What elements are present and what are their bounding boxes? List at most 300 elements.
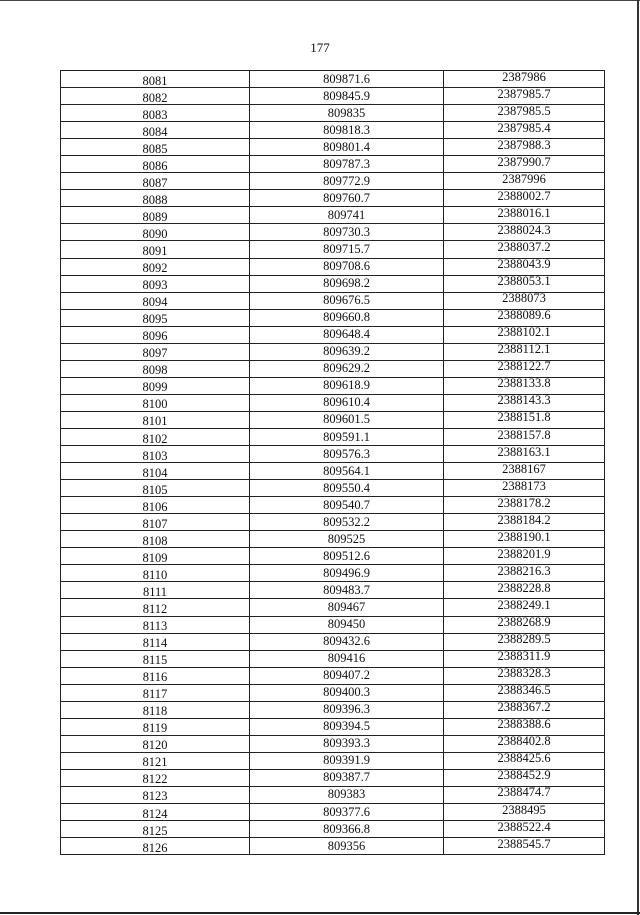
point-id-cell bbox=[61, 394, 250, 411]
point-id-text: 8108 bbox=[142, 533, 168, 548]
y-coordinate-cell bbox=[444, 190, 605, 207]
point-id-cell bbox=[61, 122, 250, 139]
y-coordinate-cell bbox=[444, 735, 605, 752]
y-coordinate-text: 2388216.3 bbox=[497, 564, 551, 578]
y-coordinate-text: 2387985.7 bbox=[497, 87, 551, 101]
x-coordinate-cell bbox=[250, 207, 444, 224]
y-coordinate-cell bbox=[444, 633, 605, 650]
x-coordinate-cell bbox=[250, 804, 444, 821]
y-coordinate-cell bbox=[444, 71, 605, 88]
x-coordinate-text: 809483.7 bbox=[323, 582, 370, 597]
point-id-cell bbox=[61, 718, 250, 735]
table-row bbox=[61, 684, 605, 701]
point-id-cell bbox=[61, 769, 250, 786]
x-coordinate-text: 809845.9 bbox=[323, 88, 370, 103]
point-id-text: 8096 bbox=[142, 329, 168, 344]
table-row bbox=[61, 633, 605, 650]
point-id-text: 8123 bbox=[142, 789, 168, 804]
x-coordinate-cell bbox=[250, 480, 444, 497]
y-coordinate-cell bbox=[444, 360, 605, 377]
x-coordinate-cell bbox=[250, 173, 444, 190]
y-coordinate-cell bbox=[444, 292, 605, 309]
point-id-text: 8086 bbox=[142, 158, 168, 173]
x-coordinate-cell bbox=[250, 497, 444, 514]
point-id-cell bbox=[61, 667, 250, 684]
y-coordinate-cell bbox=[444, 684, 605, 701]
x-coordinate-cell bbox=[250, 735, 444, 752]
y-coordinate-cell bbox=[444, 258, 605, 275]
y-coordinate-cell bbox=[444, 804, 605, 821]
y-coordinate-text: 2388367.2 bbox=[497, 701, 551, 715]
x-coordinate-cell bbox=[250, 786, 444, 803]
point-id-cell bbox=[61, 411, 250, 428]
point-id-text: 8085 bbox=[142, 141, 168, 156]
x-coordinate-cell bbox=[250, 633, 444, 650]
point-id-cell bbox=[61, 190, 250, 207]
x-coordinate-text: 809391.9 bbox=[323, 753, 370, 768]
table-row bbox=[61, 480, 605, 497]
y-coordinate-cell bbox=[444, 463, 605, 480]
point-id-text: 8082 bbox=[142, 90, 168, 105]
x-coordinate-cell bbox=[250, 463, 444, 480]
point-id-cell bbox=[61, 156, 250, 173]
y-coordinate-cell bbox=[444, 428, 605, 445]
y-coordinate-text: 2387990.7 bbox=[497, 155, 551, 169]
y-coordinate-cell bbox=[444, 599, 605, 616]
point-id-text: 8119 bbox=[142, 721, 168, 736]
x-coordinate-cell bbox=[250, 241, 444, 258]
table-row bbox=[61, 173, 605, 190]
point-id-cell bbox=[61, 650, 250, 667]
y-coordinate-text: 2388157.8 bbox=[497, 428, 551, 442]
y-coordinate-cell bbox=[444, 224, 605, 241]
y-coordinate-cell bbox=[444, 582, 605, 599]
y-coordinate-cell bbox=[444, 565, 605, 582]
point-id-cell bbox=[61, 786, 250, 803]
x-coordinate-text: 809467 bbox=[327, 599, 366, 614]
y-coordinate-text: 2388002.7 bbox=[497, 189, 551, 203]
y-coordinate-text: 2388474.7 bbox=[497, 786, 551, 800]
y-coordinate-text: 2388311.9 bbox=[497, 650, 551, 664]
point-id-text: 8118 bbox=[142, 704, 168, 719]
point-id-text: 8110 bbox=[142, 567, 168, 582]
table-row bbox=[61, 497, 605, 514]
point-id-text: 8097 bbox=[142, 346, 168, 361]
y-coordinate-cell bbox=[444, 394, 605, 411]
y-coordinate-cell bbox=[444, 514, 605, 531]
x-coordinate-text: 809540.7 bbox=[323, 497, 370, 512]
y-coordinate-text: 2388328.3 bbox=[497, 667, 551, 681]
x-coordinate-text: 809450 bbox=[327, 617, 366, 632]
table-row bbox=[61, 769, 605, 786]
x-coordinate-text: 809741 bbox=[327, 207, 366, 222]
table-row bbox=[61, 292, 605, 309]
point-id-text: 8117 bbox=[142, 687, 168, 702]
table-row bbox=[61, 411, 605, 428]
y-coordinate-cell bbox=[444, 88, 605, 105]
point-id-cell bbox=[61, 804, 250, 821]
point-id-text: 8095 bbox=[142, 312, 168, 327]
x-coordinate-cell bbox=[250, 599, 444, 616]
x-coordinate-text: 809576.3 bbox=[323, 446, 370, 461]
y-coordinate-cell bbox=[444, 838, 605, 855]
point-id-cell bbox=[61, 360, 250, 377]
x-coordinate-cell bbox=[250, 531, 444, 548]
table-row bbox=[61, 650, 605, 667]
x-coordinate-cell bbox=[250, 752, 444, 769]
table-row bbox=[61, 718, 605, 735]
table-row bbox=[61, 599, 605, 616]
y-coordinate-cell bbox=[444, 446, 605, 463]
point-id-text: 8084 bbox=[142, 124, 168, 139]
point-id-text: 8121 bbox=[142, 755, 168, 770]
x-coordinate-cell bbox=[250, 548, 444, 565]
x-coordinate-text: 809532.2 bbox=[323, 514, 370, 529]
point-id-text: 8109 bbox=[142, 550, 168, 565]
x-coordinate-cell bbox=[250, 343, 444, 360]
y-coordinate-cell bbox=[444, 701, 605, 718]
point-id-text: 8105 bbox=[142, 482, 168, 497]
point-id-text: 8116 bbox=[142, 670, 168, 685]
x-coordinate-text: 809377.6 bbox=[323, 804, 370, 819]
table-row bbox=[61, 224, 605, 241]
x-coordinate-cell bbox=[250, 139, 444, 156]
y-coordinate-cell bbox=[444, 650, 605, 667]
point-id-text: 8122 bbox=[142, 772, 168, 787]
point-id-cell bbox=[61, 275, 250, 292]
page-edge-bottom bbox=[0, 912, 640, 914]
table-row bbox=[61, 105, 605, 122]
table-row bbox=[61, 428, 605, 445]
x-coordinate-cell bbox=[250, 838, 444, 855]
point-id-cell bbox=[61, 821, 250, 838]
y-coordinate-cell bbox=[444, 752, 605, 769]
y-coordinate-cell bbox=[444, 548, 605, 565]
table-row bbox=[61, 190, 605, 207]
point-id-cell bbox=[61, 428, 250, 445]
x-coordinate-cell bbox=[250, 275, 444, 292]
x-coordinate-text: 809512.6 bbox=[323, 548, 370, 563]
y-coordinate-text: 2388089.6 bbox=[497, 309, 551, 323]
point-id-cell bbox=[61, 463, 250, 480]
point-id-text: 8111 bbox=[142, 584, 168, 599]
x-coordinate-cell bbox=[250, 292, 444, 309]
x-coordinate-text: 809387.7 bbox=[323, 770, 370, 785]
point-id-cell bbox=[61, 258, 250, 275]
table-row bbox=[61, 139, 605, 156]
x-coordinate-cell bbox=[250, 701, 444, 718]
y-coordinate-cell bbox=[444, 377, 605, 394]
y-coordinate-cell bbox=[444, 769, 605, 786]
table-row bbox=[61, 735, 605, 752]
table-row bbox=[61, 514, 605, 531]
y-coordinate-text: 2388388.6 bbox=[497, 718, 551, 732]
table-row bbox=[61, 786, 605, 803]
table-row bbox=[61, 71, 605, 88]
x-coordinate-text: 809591.1 bbox=[323, 429, 370, 444]
table-row bbox=[61, 343, 605, 360]
point-id-cell bbox=[61, 701, 250, 718]
point-id-text: 8092 bbox=[142, 261, 168, 276]
x-coordinate-text: 809564.1 bbox=[323, 463, 370, 478]
y-coordinate-text: 2388043.9 bbox=[497, 258, 551, 272]
y-coordinate-text: 2388249.1 bbox=[497, 598, 551, 612]
x-coordinate-cell bbox=[250, 326, 444, 343]
y-coordinate-cell bbox=[444, 786, 605, 803]
y-coordinate-text: 2388167 bbox=[502, 462, 546, 476]
point-id-cell bbox=[61, 616, 250, 633]
y-coordinate-text: 2388173 bbox=[502, 479, 546, 493]
x-coordinate-cell bbox=[250, 684, 444, 701]
point-id-text: 8106 bbox=[142, 499, 168, 514]
y-coordinate-text: 2388143.3 bbox=[497, 394, 551, 408]
point-id-text: 8083 bbox=[142, 107, 168, 122]
table-row bbox=[61, 326, 605, 343]
x-coordinate-text: 809818.3 bbox=[323, 122, 370, 137]
y-coordinate-cell bbox=[444, 411, 605, 428]
x-coordinate-text: 809639.2 bbox=[323, 344, 370, 359]
x-coordinate-cell bbox=[250, 718, 444, 735]
x-coordinate-text: 809708.6 bbox=[323, 259, 370, 274]
table-row bbox=[61, 701, 605, 718]
point-id-text: 8112 bbox=[142, 601, 168, 616]
x-coordinate-text: 809394.5 bbox=[323, 719, 370, 734]
y-coordinate-text: 2388228.8 bbox=[497, 581, 551, 595]
x-coordinate-cell bbox=[250, 71, 444, 88]
x-coordinate-cell bbox=[250, 411, 444, 428]
y-coordinate-text: 2388016.1 bbox=[497, 206, 551, 220]
point-id-cell bbox=[61, 480, 250, 497]
table-row bbox=[61, 582, 605, 599]
point-id-text: 8126 bbox=[142, 840, 168, 855]
x-coordinate-text: 809835 bbox=[327, 105, 366, 120]
table-row bbox=[61, 531, 605, 548]
y-coordinate-text: 2388102.1 bbox=[497, 326, 551, 340]
x-coordinate-text: 809496.9 bbox=[323, 565, 370, 580]
x-coordinate-text: 809676.5 bbox=[323, 293, 370, 308]
x-coordinate-cell bbox=[250, 769, 444, 786]
x-coordinate-cell bbox=[250, 88, 444, 105]
x-coordinate-cell bbox=[250, 446, 444, 463]
point-id-cell bbox=[61, 241, 250, 258]
point-id-cell bbox=[61, 599, 250, 616]
table-row bbox=[61, 616, 605, 633]
point-id-text: 8104 bbox=[142, 465, 168, 480]
point-id-text: 8098 bbox=[142, 363, 168, 378]
x-coordinate-cell bbox=[250, 650, 444, 667]
y-coordinate-text: 2388112.1 bbox=[497, 343, 551, 357]
y-coordinate-text: 2388522.4 bbox=[497, 820, 551, 834]
y-coordinate-cell bbox=[444, 122, 605, 139]
point-id-text: 8107 bbox=[142, 516, 168, 531]
table-row bbox=[61, 463, 605, 480]
y-coordinate-text: 2388452.9 bbox=[497, 769, 551, 783]
x-coordinate-text: 809366.8 bbox=[323, 821, 370, 836]
x-coordinate-cell bbox=[250, 105, 444, 122]
table-row bbox=[61, 377, 605, 394]
y-coordinate-cell bbox=[444, 821, 605, 838]
coordinates-table-body bbox=[61, 71, 605, 855]
x-coordinate-text: 809730.3 bbox=[323, 224, 370, 239]
x-coordinate-text: 809416 bbox=[327, 651, 366, 666]
x-coordinate-cell bbox=[250, 309, 444, 326]
point-id-cell bbox=[61, 752, 250, 769]
coordinates-table bbox=[60, 70, 605, 855]
table-row bbox=[61, 548, 605, 565]
y-coordinate-text: 2388073 bbox=[502, 292, 546, 306]
point-id-text: 8115 bbox=[142, 653, 168, 668]
point-id-text: 8101 bbox=[142, 414, 168, 429]
y-coordinate-cell bbox=[444, 667, 605, 684]
y-coordinate-text: 2388190.1 bbox=[497, 530, 551, 544]
x-coordinate-cell bbox=[250, 667, 444, 684]
point-id-cell bbox=[61, 565, 250, 582]
point-id-cell bbox=[61, 105, 250, 122]
y-coordinate-cell bbox=[444, 309, 605, 326]
table-row bbox=[61, 394, 605, 411]
page-edge-top bbox=[0, 0, 640, 1]
x-coordinate-cell bbox=[250, 258, 444, 275]
y-coordinate-cell bbox=[444, 275, 605, 292]
y-coordinate-cell bbox=[444, 105, 605, 122]
x-coordinate-text: 809610.4 bbox=[323, 395, 370, 410]
x-coordinate-text: 809787.3 bbox=[323, 156, 370, 171]
y-coordinate-cell bbox=[444, 480, 605, 497]
y-coordinate-text: 2388545.7 bbox=[497, 837, 551, 851]
point-id-text: 8120 bbox=[142, 738, 168, 753]
point-id-cell bbox=[61, 377, 250, 394]
point-id-text: 8089 bbox=[142, 209, 168, 224]
table-row bbox=[61, 309, 605, 326]
point-id-cell bbox=[61, 531, 250, 548]
table-row bbox=[61, 752, 605, 769]
x-coordinate-text: 809356 bbox=[327, 838, 366, 853]
y-coordinate-text: 2388346.5 bbox=[497, 684, 551, 698]
y-coordinate-cell bbox=[444, 173, 605, 190]
table-row bbox=[61, 207, 605, 224]
x-coordinate-text: 809601.5 bbox=[323, 412, 370, 427]
x-coordinate-text: 809660.8 bbox=[323, 310, 370, 325]
y-coordinate-text: 2388425.6 bbox=[497, 752, 551, 766]
x-coordinate-cell bbox=[250, 156, 444, 173]
point-id-text: 8093 bbox=[142, 278, 168, 293]
point-id-text: 8091 bbox=[142, 243, 168, 258]
point-id-text: 8094 bbox=[142, 295, 168, 310]
y-coordinate-text: 2388151.8 bbox=[497, 411, 551, 425]
y-coordinate-text: 2387985.4 bbox=[497, 121, 551, 135]
x-coordinate-cell bbox=[250, 616, 444, 633]
point-id-cell bbox=[61, 326, 250, 343]
table-row bbox=[61, 122, 605, 139]
y-coordinate-cell bbox=[444, 497, 605, 514]
x-coordinate-cell bbox=[250, 224, 444, 241]
x-coordinate-cell bbox=[250, 582, 444, 599]
x-coordinate-cell bbox=[250, 122, 444, 139]
y-coordinate-cell bbox=[444, 718, 605, 735]
table-row bbox=[61, 804, 605, 821]
table-row bbox=[61, 446, 605, 463]
x-coordinate-text: 809383 bbox=[327, 787, 366, 802]
y-coordinate-text: 2387988.3 bbox=[497, 138, 551, 152]
point-id-cell bbox=[61, 292, 250, 309]
point-id-text: 8090 bbox=[142, 226, 168, 241]
x-coordinate-cell bbox=[250, 428, 444, 445]
point-id-cell bbox=[61, 582, 250, 599]
point-id-text: 8124 bbox=[142, 806, 168, 821]
x-coordinate-cell bbox=[250, 360, 444, 377]
x-coordinate-text: 809629.2 bbox=[323, 361, 370, 376]
table-row bbox=[61, 667, 605, 684]
table-row bbox=[61, 88, 605, 105]
x-coordinate-cell bbox=[250, 821, 444, 838]
point-id-cell bbox=[61, 633, 250, 650]
point-id-cell bbox=[61, 735, 250, 752]
y-coordinate-cell bbox=[444, 326, 605, 343]
point-id-text: 8125 bbox=[142, 823, 168, 838]
table-row bbox=[61, 360, 605, 377]
y-coordinate-text: 2388037.2 bbox=[497, 240, 551, 254]
point-id-text: 8099 bbox=[142, 380, 168, 395]
x-coordinate-text: 809400.3 bbox=[323, 685, 370, 700]
point-id-cell bbox=[61, 446, 250, 463]
table-row bbox=[61, 275, 605, 292]
point-id-text: 8102 bbox=[142, 431, 168, 446]
y-coordinate-cell bbox=[444, 616, 605, 633]
x-coordinate-text: 809648.4 bbox=[323, 327, 370, 342]
x-coordinate-text: 809396.3 bbox=[323, 702, 370, 717]
y-coordinate-cell bbox=[444, 207, 605, 224]
point-id-cell bbox=[61, 88, 250, 105]
x-coordinate-cell bbox=[250, 514, 444, 531]
table-row bbox=[61, 821, 605, 838]
y-coordinate-cell bbox=[444, 531, 605, 548]
y-coordinate-text: 2388133.8 bbox=[497, 377, 551, 391]
table-row bbox=[61, 565, 605, 582]
point-id-cell bbox=[61, 309, 250, 326]
y-coordinate-cell bbox=[444, 156, 605, 173]
point-id-text: 8103 bbox=[142, 448, 168, 463]
x-coordinate-text: 809698.2 bbox=[323, 276, 370, 291]
x-coordinate-cell bbox=[250, 377, 444, 394]
x-coordinate-text: 809715.7 bbox=[323, 241, 370, 256]
y-coordinate-text: 2388289.5 bbox=[497, 633, 551, 647]
x-coordinate-text: 809432.6 bbox=[323, 634, 370, 649]
point-id-cell bbox=[61, 684, 250, 701]
table-row bbox=[61, 241, 605, 258]
y-coordinate-text: 2388178.2 bbox=[497, 496, 551, 510]
y-coordinate-text: 2387986 bbox=[502, 70, 546, 84]
y-coordinate-text: 2388163.1 bbox=[497, 445, 551, 459]
point-id-cell bbox=[61, 139, 250, 156]
x-coordinate-text: 809407.2 bbox=[323, 668, 370, 683]
x-coordinate-text: 809618.9 bbox=[323, 378, 370, 393]
x-coordinate-cell bbox=[250, 190, 444, 207]
point-id-cell bbox=[61, 548, 250, 565]
y-coordinate-text: 2388024.3 bbox=[497, 223, 551, 237]
x-coordinate-text: 809772.9 bbox=[323, 173, 370, 188]
y-coordinate-text: 2388184.2 bbox=[497, 513, 551, 527]
y-coordinate-cell bbox=[444, 241, 605, 258]
x-coordinate-text: 809550.4 bbox=[323, 480, 370, 495]
table-row bbox=[61, 258, 605, 275]
point-id-cell bbox=[61, 838, 250, 855]
y-coordinate-text: 2388201.9 bbox=[497, 547, 551, 561]
x-coordinate-cell bbox=[250, 394, 444, 411]
point-id-text: 8113 bbox=[142, 619, 168, 634]
point-id-text: 8100 bbox=[142, 397, 168, 412]
page-number: 177 bbox=[310, 40, 330, 55]
x-coordinate-text: 809525 bbox=[327, 531, 366, 546]
